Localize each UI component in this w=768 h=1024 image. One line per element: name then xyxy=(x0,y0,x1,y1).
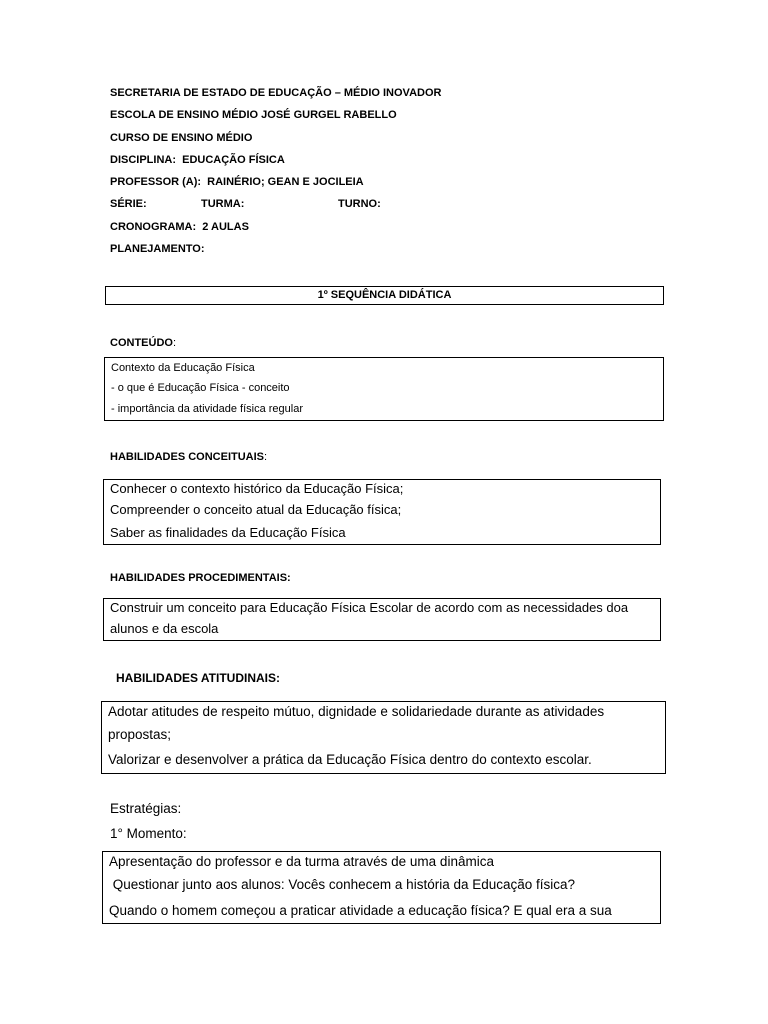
momento-box xyxy=(102,851,661,924)
header-disciplina: DISCIPLINA: EDUCAÇÃO FÍSICA xyxy=(110,154,285,166)
habilidade-line: Compreender o conceito atual da Educação física; xyxy=(110,502,402,517)
conteudo-line: - importância da atividade física regular xyxy=(111,403,303,415)
habilidade-line: Valorizar e desenvolver a prática da Educação Física dentro do contexto escolar. xyxy=(108,752,592,767)
habilidades-atitudinais-box xyxy=(101,701,666,774)
habilidades-procedimentais-box xyxy=(103,598,661,641)
habilidades-procedimentais-label: HABILIDADES PROCEDIMENTAIS: xyxy=(110,572,291,584)
header-turno: TURNO: xyxy=(338,198,381,210)
conteudo-box xyxy=(104,357,664,421)
habilidades-conceituais-box xyxy=(103,479,661,545)
sequence-title: 1º SEQUÊNCIA DIDÁTICA xyxy=(317,289,452,301)
header-serie: SÉRIE: xyxy=(110,198,147,210)
estrategias-heading: Estratégias: xyxy=(110,801,182,816)
header-curso: CURSO DE ENSINO MÉDIO xyxy=(110,132,253,144)
conteudo-label: CONTEÚDO: xyxy=(110,337,177,349)
momento-line: Questionar junto aos alunos: Vocês conhecem a história da Educação física? xyxy=(109,877,576,892)
header-secretaria: SECRETARIA DE ESTADO DE EDUCAÇÃO – MÉDIO INOVADOR xyxy=(110,87,442,99)
conteudo-line: - o que é Educação Física - conceito xyxy=(111,382,290,394)
habilidades-atitudinais-label: HABILIDADES ATITUDINAIS: xyxy=(116,671,280,685)
habilidade-line: Conhecer o contexto histórico da Educação Física; xyxy=(110,481,404,496)
habilidade-line: alunos e da escola xyxy=(110,621,219,636)
momento-line: Quando o homem começou a praticar atividade a educação física? E qual era a sua xyxy=(109,903,612,918)
sequence-title-box xyxy=(105,286,664,305)
header-turma: TURMA: xyxy=(201,198,245,210)
header-escola: ESCOLA DE ENSINO MÉDIO JOSÉ GURGEL RABELLO xyxy=(110,109,397,121)
habilidade-line: Adotar atitudes de respeito mútuo, dignidade e solidariedade durante as atividades xyxy=(108,704,605,719)
conteudo-line: Contexto da Educação Física xyxy=(111,362,255,374)
momento-line: Apresentação do professor e da turma através de uma dinâmica xyxy=(109,854,494,869)
habilidades-conceituais-label: HABILIDADES CONCEITUAIS: xyxy=(110,451,268,463)
momento-heading: 1° Momento: xyxy=(110,826,187,841)
header-professor: PROFESSOR (A): RAINÉRIO; GEAN E JOCILEIA xyxy=(110,176,364,188)
header-cronograma: CRONOGRAMA: 2 AULAS xyxy=(110,221,249,233)
habilidade-line: propostas; xyxy=(108,727,172,742)
habilidade-line: Construir um conceito para Educação Física Escolar de acordo com as necessidades doa xyxy=(110,600,629,615)
habilidade-line: Saber as finalidades da Educação Física xyxy=(110,525,346,540)
header-planejamento: PLANEJAMENTO: xyxy=(110,243,205,255)
